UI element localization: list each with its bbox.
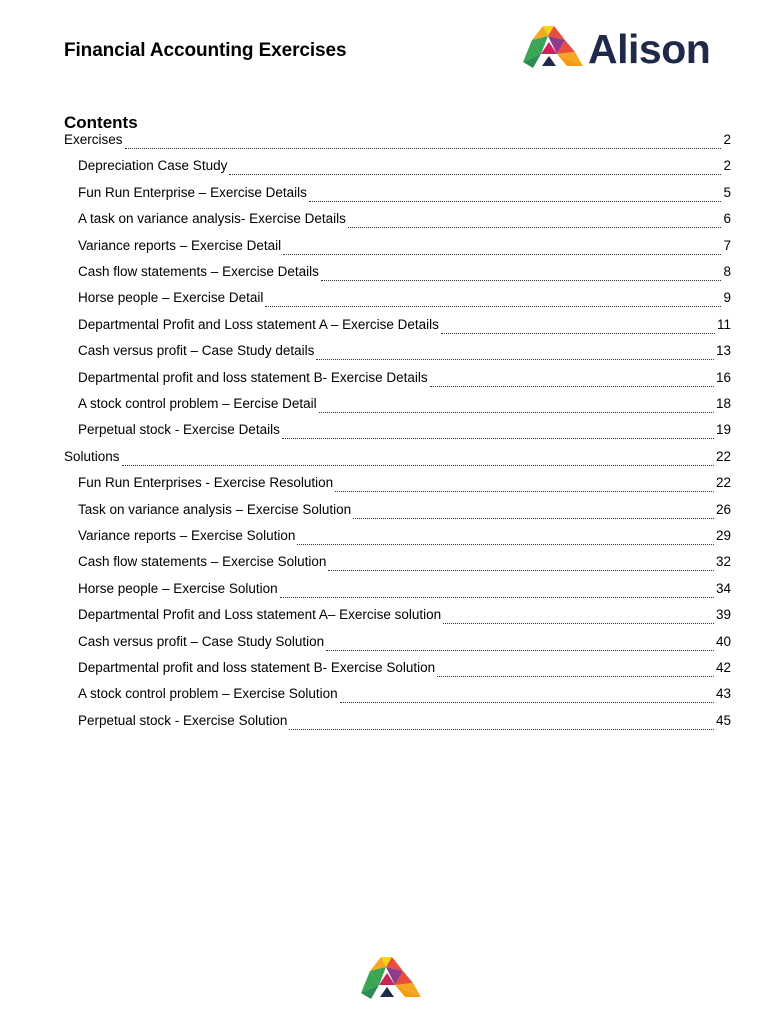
toc-entry[interactable] bbox=[78, 554, 731, 574]
toc-entry-page: 45 bbox=[715, 712, 731, 728]
toc-entry-page: 13 bbox=[715, 343, 731, 359]
toc-dot-leader bbox=[289, 728, 714, 730]
toc-dot-leader bbox=[309, 200, 722, 202]
toc-entry-page: 2 bbox=[723, 158, 731, 174]
toc-dot-leader bbox=[280, 596, 714, 598]
toc-entry-label: Depreciation Case Study bbox=[78, 158, 228, 174]
toc-entry[interactable] bbox=[78, 607, 731, 627]
toc-entry-label: Solutions bbox=[64, 448, 120, 464]
toc-dot-leader bbox=[348, 226, 722, 228]
toc-dot-leader bbox=[283, 253, 721, 255]
toc-dot-leader bbox=[122, 464, 714, 466]
toc-entry[interactable] bbox=[78, 290, 731, 310]
toc-entry[interactable] bbox=[78, 713, 731, 733]
toc-entry[interactable] bbox=[64, 132, 731, 152]
toc-dot-leader bbox=[265, 305, 721, 307]
toc-dot-leader bbox=[321, 279, 722, 281]
toc-entry-page: 29 bbox=[715, 528, 731, 543]
toc-entry-page: 34 bbox=[715, 580, 731, 596]
toc-dot-leader bbox=[319, 411, 714, 413]
toc-entry[interactable] bbox=[78, 475, 731, 495]
toc-entry-label: Departmental profit and loss statement B- Exercise Solution bbox=[78, 660, 436, 675]
toc-dot-leader bbox=[340, 701, 714, 703]
toc-entry-label: A task on variance analysis- Exercise Details bbox=[78, 211, 346, 227]
toc-entry[interactable] bbox=[78, 634, 731, 654]
toc-dot-leader bbox=[430, 385, 714, 387]
toc-dot-leader bbox=[437, 675, 714, 677]
toc-entry-label: A stock control problem – Eercise Detail bbox=[78, 396, 317, 411]
alison-logo-icon bbox=[521, 26, 587, 70]
footer-logo bbox=[358, 957, 426, 1001]
toc-entry-label: Task on variance analysis – Exercise Solution bbox=[78, 501, 352, 517]
toc-entry-page: 26 bbox=[715, 501, 731, 517]
toc-dot-leader bbox=[316, 358, 714, 360]
toc-entry-label: Perpetual stock - Exercise Details bbox=[78, 422, 280, 438]
toc-dot-leader bbox=[335, 490, 714, 492]
toc-entry-label: Cash versus profit – Case Study Solution bbox=[78, 633, 325, 649]
toc-dot-leader bbox=[125, 147, 722, 149]
toc-entry-page: 9 bbox=[723, 290, 731, 306]
toc-dot-leader bbox=[229, 173, 721, 175]
toc-entry-page: 18 bbox=[715, 396, 731, 411]
contents-heading: Contents bbox=[64, 113, 138, 132]
toc-entry[interactable] bbox=[78, 317, 731, 337]
toc-entry-label: Cash versus profit – Case Study details bbox=[78, 343, 315, 359]
toc-entry[interactable] bbox=[78, 264, 731, 284]
toc-entry-page: 5 bbox=[723, 184, 731, 200]
toc-entry-page: 8 bbox=[723, 264, 731, 279]
toc-entry-label: Exercises bbox=[64, 132, 123, 147]
toc-entry-label: Cash flow statements – Exercise Details bbox=[78, 264, 319, 279]
toc-entry-page: 11 bbox=[716, 316, 731, 332]
toc-entry-label: Variance reports – Exercise Solution bbox=[78, 528, 296, 543]
toc-entry-label: A stock control problem – Exercise Solution bbox=[78, 686, 338, 702]
toc-entry-page: 2 bbox=[723, 132, 731, 147]
toc-dot-leader bbox=[443, 622, 714, 624]
brand-name: Alison bbox=[588, 26, 711, 72]
toc-dot-leader bbox=[326, 649, 714, 651]
toc-entry-label: Horse people – Exercise Solution bbox=[78, 580, 278, 596]
toc-entry-label: Cash flow statements – Exercise Solution bbox=[78, 554, 327, 570]
toc-entry-label: Departmental Profit and Loss statement A– Exercise solution bbox=[78, 607, 442, 623]
toc-entry-label: Fun Run Enterprise – Exercise Details bbox=[78, 184, 307, 200]
toc-dot-leader bbox=[328, 569, 714, 571]
toc-entry-label: Fun Run Enterprises - Exercise Resolution bbox=[78, 475, 334, 491]
toc-entry-page: 39 bbox=[715, 607, 731, 623]
toc-dot-leader bbox=[297, 543, 714, 545]
toc-entry[interactable] bbox=[78, 686, 731, 706]
toc-entry-page: 22 bbox=[715, 448, 731, 464]
toc-dot-leader bbox=[282, 437, 714, 439]
toc-entry-page: 6 bbox=[723, 211, 731, 227]
toc-dot-leader bbox=[441, 332, 715, 334]
toc-entry-label: Perpetual stock - Exercise Solution bbox=[78, 712, 288, 728]
toc-entry-page: 7 bbox=[723, 237, 731, 253]
toc-entry[interactable] bbox=[78, 502, 731, 522]
toc-entry-page: 40 bbox=[715, 633, 731, 649]
toc-entry-page: 19 bbox=[715, 422, 731, 438]
toc-entry-label: Variance reports – Exercise Detail bbox=[78, 237, 282, 253]
toc-entry[interactable] bbox=[78, 528, 731, 548]
toc-entry-label: Departmental profit and loss statement B- Exercise Details bbox=[78, 369, 428, 385]
toc-entry[interactable] bbox=[78, 238, 731, 258]
toc-entry-page: 43 bbox=[715, 686, 731, 702]
toc-entry-page: 22 bbox=[715, 475, 731, 491]
toc-entry-page: 42 bbox=[715, 660, 731, 675]
toc-dot-leader bbox=[353, 517, 714, 519]
toc-entry-label: Departmental Profit and Loss statement A – Exercise Details bbox=[78, 316, 439, 332]
toc-entry[interactable] bbox=[78, 581, 731, 601]
toc-entry[interactable] bbox=[78, 211, 731, 231]
toc-entry[interactable] bbox=[78, 422, 731, 442]
toc-entry-label: Horse people – Exercise Detail bbox=[78, 290, 264, 306]
alison-footer-icon bbox=[358, 957, 426, 1001]
toc-entry[interactable] bbox=[64, 449, 731, 469]
toc-entry[interactable] bbox=[78, 396, 731, 416]
toc-entry[interactable] bbox=[78, 370, 731, 390]
toc-entry[interactable] bbox=[78, 158, 731, 178]
document-title: Financial Accounting Exercises bbox=[64, 40, 347, 61]
toc-entry-page: 32 bbox=[715, 554, 731, 570]
toc-entry[interactable] bbox=[78, 343, 731, 363]
toc-entry-page: 16 bbox=[715, 369, 731, 385]
toc-entry[interactable] bbox=[78, 185, 731, 205]
toc-entry[interactable] bbox=[78, 660, 731, 680]
